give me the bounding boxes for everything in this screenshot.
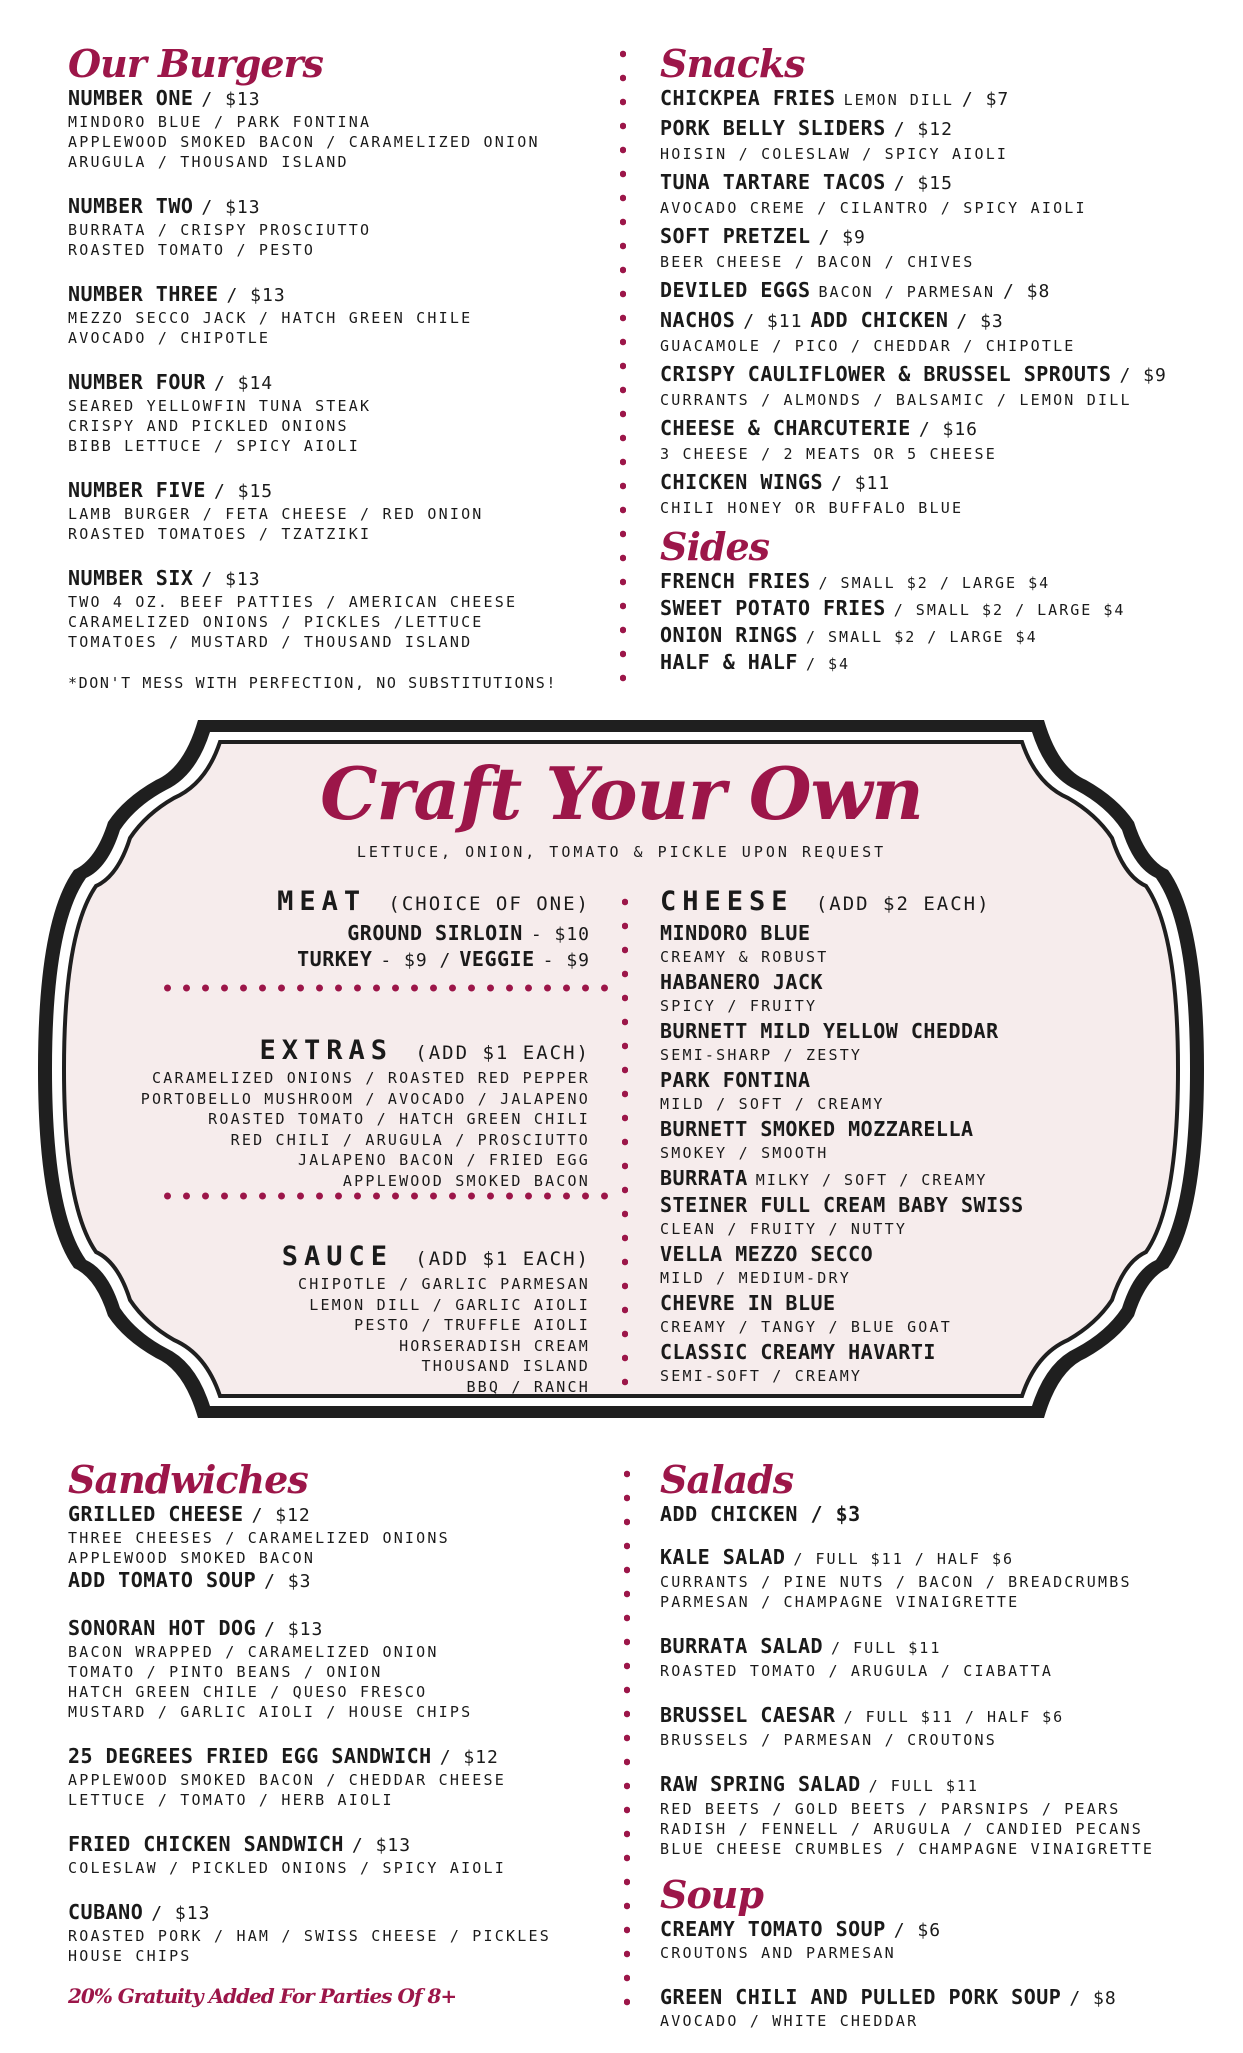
extras-list <box>90 1068 590 1191</box>
extras-line: PORTOBELLO MUSHROOM / AVOCADO / JALAPENO <box>140 1089 590 1108</box>
meat-heading <box>90 886 590 917</box>
salad-item-desc-line: BLUE CHEESE CRUMBLES / CHAMPAGNE VINAIGRETTE <box>660 1840 1155 1858</box>
extras-heading-paren: (ADD $1 EACH) <box>415 1042 590 1064</box>
burger-item-price: / $13 <box>201 197 261 218</box>
snack-item-name: TUNA TARTARE TACOS <box>660 170 886 194</box>
sandwich-item-header <box>68 1900 628 1926</box>
meat-sirloin: GROUND SIRLOIN <box>347 921 523 945</box>
snack-item-header <box>660 116 1220 142</box>
side-item-header <box>660 623 1220 650</box>
cheese-item-header <box>660 970 1180 994</box>
side-item <box>660 623 1220 650</box>
salad-item-name: RAW SPRING SALAD <box>660 1772 861 1796</box>
burger-item-name: NUMBER SIX <box>68 566 194 590</box>
salad-item-detail: / FULL $11 <box>831 1639 942 1657</box>
sandwich-item-name: CUBANO <box>68 1900 144 1924</box>
burger-item-name: NUMBER FIVE <box>68 478 206 502</box>
side-item-header <box>660 596 1220 623</box>
side-item <box>660 650 1220 677</box>
burger-item-desc-line: SEARED YELLOWFIN TUNA STEAK <box>68 397 372 415</box>
salad-item-desc-line: PARMESAN / CHAMPAGNE VINAIGRETTE <box>660 1593 1020 1611</box>
soup-item-price: / $8 <box>1069 1988 1117 2009</box>
meat-heading-paren: (CHOICE OF ONE) <box>388 893 590 915</box>
burger-item-desc-line: CRISPY AND PICKLED ONIONS <box>68 417 349 435</box>
snack-item-price: / $11 <box>743 311 803 332</box>
side-item-detail: / $4 <box>805 655 851 673</box>
soup-item <box>660 1917 1220 1963</box>
sauce-line: CHIPOTLE / GARLIC PARMESAN <box>298 1275 590 1293</box>
salads-section <box>660 1458 1220 2053</box>
sandwich-item-price: / $13 <box>151 1903 211 1924</box>
salad-item-desc-line: ROASTED TOMATO / ARUGULA / CIABATTA <box>660 1662 1054 1680</box>
sandwiches-section <box>68 1458 628 1988</box>
soup-list <box>660 1917 1220 2031</box>
cheese-item-desc: MILD / MEDIUM-DRY <box>660 1269 851 1287</box>
burgers-section <box>68 42 628 692</box>
salad-item <box>660 1772 1220 1859</box>
side-item <box>660 569 1220 596</box>
snack-item-price: / $11 <box>831 473 891 494</box>
sauce-line: HORSERADISH CREAM <box>399 1336 590 1355</box>
sandwich-item-price: / $13 <box>264 1619 324 1640</box>
cheese-item <box>660 921 1180 969</box>
burger-item-name: NUMBER ONE <box>68 86 194 110</box>
burger-item-desc-line: ARUGULA / THOUSAND ISLAND <box>68 153 349 171</box>
snacks-section <box>660 42 1220 677</box>
meat-heading-label: MEAT <box>277 886 367 917</box>
snack-item <box>660 416 1220 467</box>
burger-item-desc-line: TOMATOES / MUSTARD / THOUSAND ISLAND <box>68 633 473 651</box>
side-item-detail: / SMALL $2 / LARGE $4 <box>818 574 1051 592</box>
burger-item-name: NUMBER FOUR <box>68 370 206 394</box>
burgers-list <box>68 86 628 652</box>
snack-item-header <box>660 224 1220 250</box>
burger-item <box>68 194 628 260</box>
sandwich-item-name: 25 DEGREES FRIED EGG SANDWICH <box>68 1744 432 1768</box>
salad-item-desc-line: CURRANTS / PINE NUTS / BACON / BREADCRUMBS <box>660 1573 1132 1591</box>
extras-sauce-divider <box>158 1192 614 1200</box>
cheese-item <box>660 1068 1180 1116</box>
sauce-list <box>90 1274 590 1397</box>
sauce-line: THOUSAND ISLAND <box>421 1357 590 1375</box>
salads-add-chicken-label: ADD CHICKEN / $3 <box>660 1502 861 1526</box>
sauce-line: PESTO / TRUFFLE AIOLI <box>354 1316 590 1334</box>
soup-item-name: CREAMY TOMATO SOUP <box>660 1917 886 1941</box>
sandwich-item-desc-line: APPLEWOOD SMOKED BACON / CHEDDAR CHEESE <box>68 1771 506 1789</box>
sides-list <box>660 569 1220 677</box>
sandwich-item <box>68 1502 628 1594</box>
salad-item-detail: / FULL $11 <box>868 1777 979 1795</box>
cheese-item-name: CLASSIC CREAMY HAVARTI <box>660 1340 936 1364</box>
snack-item <box>660 224 1220 275</box>
burger-item-header <box>68 566 628 592</box>
sandwich-item-header <box>68 1616 628 1642</box>
extras-heading <box>90 1035 590 1066</box>
meat-sirloin-price: - $10 <box>530 924 590 945</box>
extras-line: ROASTED TOMATO / HATCH GREEN CHILI <box>208 1110 590 1128</box>
salad-item-name: KALE SALAD <box>660 1545 786 1569</box>
sandwich-item-addon-price: / $3 <box>264 1571 312 1592</box>
cheese-item-name: HABANERO JACK <box>660 970 824 994</box>
burger-item <box>68 282 628 348</box>
salad-item-desc-line: RED BEETS / GOLD BEETS / PARSNIPS / PEARS <box>660 1800 1121 1818</box>
burger-item-desc-line: MINDORO BLUE / PARK FONTINA <box>68 113 372 131</box>
cheese-item <box>660 1340 1180 1388</box>
snack-item-header <box>660 470 1220 496</box>
soup-item-header <box>660 1917 1220 1943</box>
snack-item-name: CHICKEN WINGS <box>660 470 824 494</box>
cheese-item <box>660 1291 1180 1339</box>
burger-item-header <box>68 194 628 220</box>
snack-item-header <box>660 170 1220 196</box>
sandwich-item-header <box>68 1502 628 1528</box>
burger-item-price: / $15 <box>213 481 274 502</box>
sandwich-item-price: / $12 <box>439 1747 499 1768</box>
salad-item-detail: / FULL $11 / HALF $6 <box>793 1550 1015 1568</box>
cheese-item-name: BURRATA <box>660 1166 748 1190</box>
burger-item-price: / $13 <box>226 285 286 306</box>
meat-turkey: TURKEY <box>297 947 373 971</box>
burger-item-desc-line: CARAMELIZED ONIONS / PICKLES /LETTUCE <box>68 613 484 631</box>
snack-item-price: / $16 <box>918 419 979 440</box>
cheese-item-desc: SEMI-SHARP / ZESTY <box>660 1046 863 1064</box>
snack-item <box>660 308 1220 359</box>
cheese-list <box>660 921 1180 1388</box>
cheese-item-header <box>660 1242 1180 1266</box>
craft-subtitle: LETTUCE, ONION, TOMATO & PICKLE UPON REQUEST <box>356 843 887 861</box>
burger-item-desc-line: TWO 4 OZ. BEEF PATTIES / AMERICAN CHEESE <box>68 593 518 611</box>
top-column-divider <box>620 42 626 682</box>
salad-item-header <box>660 1772 1220 1799</box>
meat-extras-divider <box>158 984 614 992</box>
salad-item-header <box>660 1634 1220 1661</box>
burger-item <box>68 566 628 652</box>
sauce-heading-label: SAUCE <box>281 1241 394 1272</box>
sandwich-item-desc-line: ROASTED PORK / HAM / SWISS CHEESE / PICKLES <box>68 1927 551 1945</box>
sandwiches-list <box>68 1502 628 1966</box>
sandwich-item <box>68 1832 628 1878</box>
cheese-item-desc: CREAMY / TANGY / BLUE GOAT <box>660 1318 952 1336</box>
salads-heading: Salads <box>660 1457 794 1502</box>
extras-heading-label: EXTRAS <box>259 1035 394 1066</box>
cheese-item-header <box>660 1019 1180 1043</box>
meat-line-1 <box>90 921 590 947</box>
cheese-item-header <box>660 1340 1180 1364</box>
snack-item-inline-desc: BACON / PARMESAN <box>818 283 995 301</box>
cheese-item-header <box>660 1193 1180 1217</box>
sandwich-item-name: SONORAN HOT DOG <box>68 1616 257 1640</box>
soup-heading: Soup <box>660 1872 763 1917</box>
cheese-item-header <box>660 921 1180 945</box>
burger-item-name: NUMBER TWO <box>68 194 194 218</box>
burger-item-header <box>68 478 628 504</box>
burger-item-price: / $13 <box>201 569 261 590</box>
burger-item-header <box>68 282 628 308</box>
cheese-item-desc: CREAMY & ROBUST <box>660 948 829 966</box>
sandwich-item-price: / $13 <box>351 1835 412 1856</box>
sauce-heading <box>90 1241 590 1272</box>
snack-item-price: / $9 <box>1119 365 1167 386</box>
snack-item-header <box>660 86 1220 113</box>
soup-item <box>660 1985 1220 2031</box>
extras-line: JALAPENO BACON / FRIED EGG <box>298 1151 590 1169</box>
burger-item-desc-line: AVOCADO / CHIPOTLE <box>68 329 271 347</box>
sides-heading: Sides <box>660 524 770 569</box>
snack-item <box>660 170 1220 221</box>
cheese-heading <box>660 886 1180 917</box>
burger-item <box>68 370 628 456</box>
burger-item-price: / $13 <box>201 89 261 110</box>
burger-item-desc-line: BURRATA / CRISPY PROSCIUTTO <box>68 221 372 239</box>
snack-item-header <box>660 362 1220 388</box>
side-item-name: ONION RINGS <box>660 623 798 647</box>
meat-turkey-price: - $9 / <box>380 950 452 971</box>
burgers-note: *DON'T MESS WITH PERFECTION, NO SUBSTITUTIONS! <box>68 674 558 692</box>
salad-item <box>660 1703 1220 1750</box>
burger-item-header <box>68 86 628 112</box>
cheese-item-name: STEINER FULL CREAM BABY SWISS <box>660 1193 1024 1217</box>
burgers-heading: Our Burgers <box>68 41 323 86</box>
snack-item-extra-name: ADD CHICKEN <box>810 308 949 332</box>
sandwich-item <box>68 1900 628 1966</box>
snack-item-name: NACHOS <box>660 308 736 332</box>
cheese-heading-label: CHEESE <box>660 886 794 917</box>
snack-item-price: / $7 <box>961 89 1010 110</box>
burger-item <box>68 86 628 172</box>
burger-item-name: NUMBER THREE <box>68 282 219 306</box>
side-item-name: SWEET POTATO FRIES <box>660 596 886 620</box>
sandwich-item-name: GRILLED CHEESE <box>68 1502 244 1526</box>
salad-item-name: BURRATA SALAD <box>660 1634 824 1658</box>
cheese-item-desc: SEMI-SOFT / CREAMY <box>660 1367 863 1385</box>
snack-item-price: / $15 <box>893 173 953 194</box>
snack-item-desc-line: CHILI HONEY OR BUFFALO BLUE <box>660 499 964 517</box>
salad-item-detail: / FULL $11 / HALF $6 <box>843 1708 1065 1726</box>
snack-item-extra-price: / $3 <box>956 311 1004 332</box>
side-item-name: HALF & HALF <box>660 650 798 674</box>
snack-item-name: DEVILED EGGS <box>660 278 811 302</box>
salad-item-header <box>660 1703 1220 1730</box>
cheese-item-name: BURNETT SMOKED MOZZARELLA <box>660 1117 974 1141</box>
craft-title: Craft Your Own <box>320 751 923 836</box>
side-item-detail: / SMALL $2 / LARGE $4 <box>893 601 1126 619</box>
snack-item-header <box>660 278 1220 305</box>
salad-item-header <box>660 1545 1220 1572</box>
cheese-item-header <box>660 1291 1180 1315</box>
cheese-item <box>660 1117 1180 1165</box>
sandwich-item-desc-line: MUSTARD / GARLIC AIOLI / HOUSE CHIPS <box>68 1703 473 1721</box>
side-item-name: FRENCH FRIES <box>660 569 811 593</box>
soup-item-header <box>660 1985 1220 2011</box>
soup-item-price: / $6 <box>893 1920 942 1941</box>
side-item <box>660 596 1220 623</box>
cheese-item-header <box>660 1117 1180 1141</box>
sandwiches-heading: Sandwiches <box>68 1457 308 1502</box>
burger-item-header <box>68 370 628 396</box>
cheese-item-name: MINDORO BLUE <box>660 921 811 945</box>
gratuity-note: 20% Gratuity Added For Parties Of 8+ <box>68 1984 457 2008</box>
sandwich-item <box>68 1744 628 1810</box>
snack-item-name: CHEESE & CHARCUTERIE <box>660 416 911 440</box>
cheese-item <box>660 970 1180 1018</box>
snack-item-desc-line: 3 CHEESE / 2 MEATS OR 5 CHEESE <box>660 445 997 463</box>
sandwich-item-header <box>68 1744 628 1770</box>
cheese-item <box>660 1193 1180 1241</box>
salad-item-desc-line: BRUSSELS / PARMESAN / CROUTONS <box>660 1731 997 1749</box>
salad-item <box>660 1634 1220 1681</box>
snacks-heading: Snacks <box>660 41 805 86</box>
cheese-item-name: BURNETT MILD YELLOW CHEDDAR <box>660 1019 999 1043</box>
meat-line-2 <box>90 947 590 973</box>
craft-left-column <box>90 886 590 1397</box>
snack-item-desc-line: GUACAMOLE / PICO / CHEDDAR / CHIPOTLE <box>660 337 1076 355</box>
snack-item <box>660 278 1220 305</box>
snack-item-desc-line: BEER CHEESE / BACON / CHIVES <box>660 253 975 271</box>
sandwich-item-desc-line: COLESLAW / PICKLED ONIONS / SPICY AIOLI <box>68 1859 506 1877</box>
craft-column-divider <box>622 890 628 1390</box>
extras-line: CARAMELIZED ONIONS / ROASTED RED PEPPER <box>152 1069 590 1087</box>
burger-item-price: / $14 <box>213 373 274 394</box>
sandwich-item-desc-line: TOMATO / PINTO BEANS / ONION <box>68 1663 383 1681</box>
cheese-item <box>660 1242 1180 1290</box>
burger-item-desc-line: BIBB LETTUCE / SPICY AIOLI <box>68 437 360 455</box>
cheese-item-header <box>660 1068 1180 1092</box>
burger-item-desc-line: ROASTED TOMATOES / TZATZIKI <box>68 525 372 543</box>
snack-item-header <box>660 416 1220 442</box>
cheese-item <box>660 1019 1180 1067</box>
sauce-heading-paren: (ADD $1 EACH) <box>415 1248 590 1270</box>
burger-item-desc-line: ROASTED TOMATO / PESTO <box>68 241 316 259</box>
snack-item <box>660 362 1220 413</box>
cheese-item-name: CHEVRE IN BLUE <box>660 1291 836 1315</box>
salad-item <box>660 1545 1220 1612</box>
extras-line: APPLEWOOD SMOKED BACON <box>342 1171 590 1190</box>
sauce-line: BBQ / RANCH <box>466 1377 590 1396</box>
snack-item-name: SOFT PRETZEL <box>660 224 811 248</box>
snack-item <box>660 86 1220 113</box>
soup-item-desc-line: AVOCADO / WHITE CHEDDAR <box>660 2012 919 2030</box>
snack-item-header <box>660 308 1220 334</box>
extras-line: RED CHILI / ARUGULA / PROSCIUTTO <box>230 1130 590 1149</box>
cheese-item-desc: CLEAN / FRUITY / NUTTY <box>660 1220 908 1238</box>
cheese-item <box>660 1166 1180 1192</box>
snack-item-desc-line: HOISIN / COLESLAW / SPICY AIOLI <box>660 145 1009 163</box>
sauce-line: LEMON DILL / GARLIC AIOLI <box>309 1295 590 1314</box>
salad-item-name: BRUSSEL CAESAR <box>660 1703 836 1727</box>
cheese-item-name: PARK FONTINA <box>660 1068 811 1092</box>
snack-item-name: CHICKPEA FRIES <box>660 86 836 110</box>
snack-item-price: / $12 <box>893 119 953 140</box>
sandwich-item-price: / $12 <box>251 1505 311 1526</box>
meat-veggie-price: - $9 <box>542 950 590 971</box>
snack-item-name: CRISPY CAULIFLOWER & BRUSSEL SPROUTS <box>660 362 1112 386</box>
soup-item-name: GREEN CHILI AND PULLED PORK SOUP <box>660 1985 1062 2009</box>
sandwich-item <box>68 1616 628 1722</box>
cheese-item-desc: SMOKEY / SMOOTH <box>660 1144 829 1162</box>
sandwich-item-desc-line: HATCH GREEN CHILE / QUESO FRESCO <box>68 1683 428 1701</box>
snack-item <box>660 116 1220 167</box>
meat-veggie: VEGGIE <box>459 947 535 971</box>
bottom-column-divider <box>624 1462 630 2022</box>
side-item-header <box>660 569 1220 596</box>
sandwich-item-desc-line: THREE CHEESES / CARAMELIZED ONIONS <box>68 1529 450 1547</box>
snack-item-desc-line: AVOCADO CREME / CILANTRO / SPICY AIOLI <box>660 199 1087 217</box>
burger-item-desc-line: MEZZO SECCO JACK / HATCH GREEN CHILE <box>68 309 473 327</box>
cheese-item-inline-desc: MILKY / SOFT / CREAMY <box>755 1171 988 1189</box>
salads-list <box>660 1545 1220 1859</box>
burger-item <box>68 478 628 544</box>
sandwich-item-desc-line: LETTUCE / TOMATO / HERB AIOLI <box>68 1791 394 1809</box>
sandwich-item-desc-line: HOUSE CHIPS <box>68 1947 192 1965</box>
sandwich-item-desc-line: APPLEWOOD SMOKED BACON <box>68 1549 316 1567</box>
snacks-list <box>660 86 1220 521</box>
salads-add-chicken <box>660 1502 1220 1527</box>
side-item-header <box>660 650 1220 677</box>
cheese-heading-paren: (ADD $2 EACH) <box>815 893 991 915</box>
sandwich-item-header <box>68 1832 628 1858</box>
burger-item-desc-line: APPLEWOOD SMOKED BACON / CARAMELIZED ONION <box>68 133 540 151</box>
snack-item-inline-desc: LEMON DILL <box>843 91 954 109</box>
sandwich-item-addon-name: ADD TOMATO SOUP <box>68 1568 257 1592</box>
sandwich-item-name: FRIED CHICKEN SANDWICH <box>68 1832 344 1856</box>
soup-item-desc-line: CROUTONS AND PARMESAN <box>660 1944 896 1962</box>
sandwich-item-addon <box>68 1568 628 1594</box>
snack-item-desc-line: CURRANTS / ALMONDS / BALSAMIC / LEMON DILL <box>660 391 1132 409</box>
salad-item-desc-line: RADISH / FENNELL / ARUGULA / CANDIED PECANS <box>660 1820 1143 1838</box>
snack-item <box>660 470 1220 521</box>
cheese-item-desc: MILD / SOFT / CREAMY <box>660 1095 885 1113</box>
cheese-item-desc: SPICY / FRUITY <box>660 997 818 1015</box>
side-item-detail: / SMALL $2 / LARGE $4 <box>805 628 1038 646</box>
craft-right-column <box>660 886 1180 1389</box>
cheese-item-name: VELLA MEZZO SECCO <box>660 1242 874 1266</box>
cheese-item-header <box>660 1166 1180 1192</box>
snack-item-price: / $9 <box>818 227 866 248</box>
snack-item-price: / $8 <box>1003 281 1051 302</box>
sandwich-item-desc-line: BACON WRAPPED / CARAMELIZED ONION <box>68 1643 439 1661</box>
snack-item-name: PORK BELLY SLIDERS <box>660 116 886 140</box>
burger-item-desc-line: LAMB BURGER / FETA CHEESE / RED ONION <box>68 505 484 523</box>
